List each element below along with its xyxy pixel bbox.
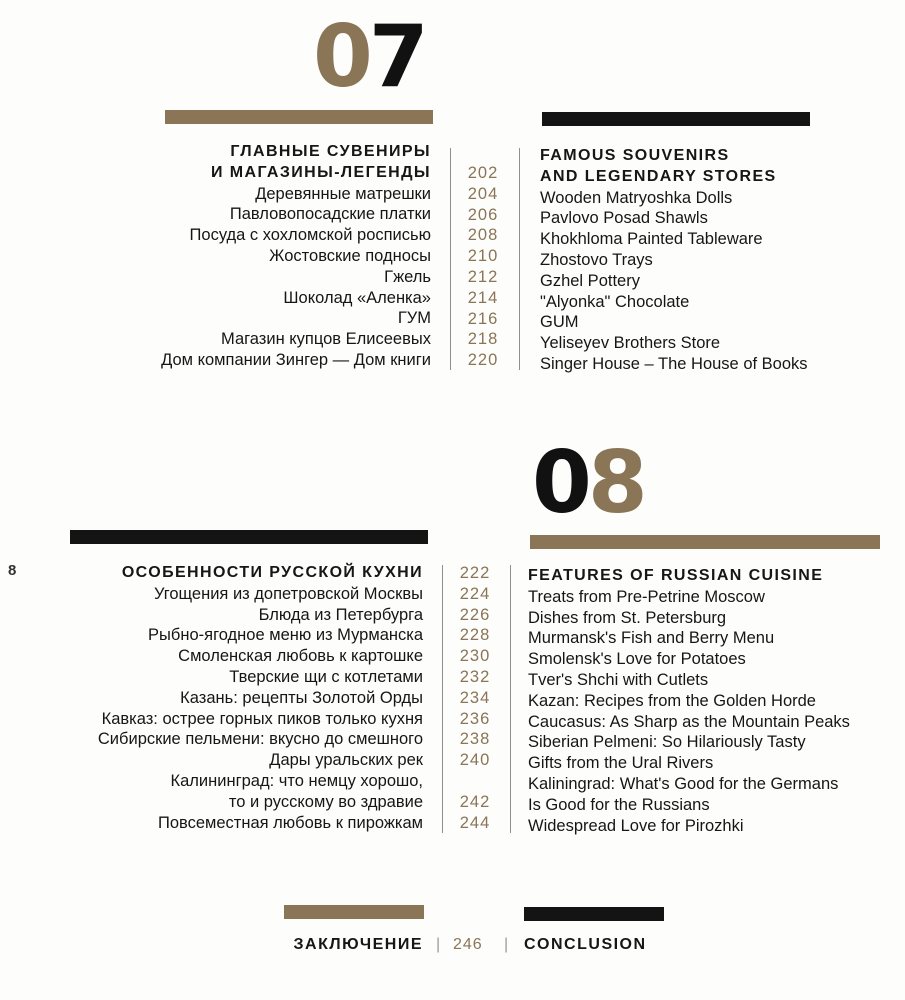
toc-entry-ru[interactable]: Повсеместная любовь к пирожкам xyxy=(157,813,423,832)
page-ref[interactable]: 216 xyxy=(467,309,499,328)
separator: | xyxy=(504,936,510,953)
ru-heading-line: И МАГАЗИНЫ-ЛЕГЕНДЫ xyxy=(211,163,431,181)
toc-entry-ru[interactable]: Дары уральских рек xyxy=(269,751,423,770)
toc-entry-en[interactable]: Yeliseyev Brothers Store xyxy=(540,334,721,353)
toc-entry-ru[interactable]: то и русскому во здравие xyxy=(228,792,423,811)
page-ref[interactable]: 218 xyxy=(467,330,499,349)
toc-entry-en[interactable]: Zhostovo Trays xyxy=(540,250,653,269)
page-ref xyxy=(447,771,503,792)
page-ref[interactable]: 244 xyxy=(459,813,491,832)
toc-entry-en[interactable]: Pavlovo Posad Shawls xyxy=(540,209,708,228)
conclusion-ru[interactable]: ЗАКЛЮЧЕНИЕ xyxy=(293,936,423,953)
toc-entry-en[interactable]: Dishes from St. Petersburg xyxy=(528,608,727,627)
section-number-digit: 7 xyxy=(368,7,425,107)
page-ref[interactable]: 214 xyxy=(467,288,499,307)
page-ref[interactable]: 206 xyxy=(467,205,499,224)
en-heading-line: AND LEGENDARY STORES xyxy=(540,167,777,185)
page-ref[interactable]: 232 xyxy=(459,667,491,686)
toc-entry-en[interactable]: Is Good for the Russians xyxy=(528,795,710,814)
page-ref[interactable]: 240 xyxy=(459,751,491,770)
page-ref[interactable]: 224 xyxy=(459,584,491,603)
toc-entry-ru[interactable]: Тверские щи с котлетами xyxy=(229,667,423,686)
gold-rule xyxy=(530,535,880,549)
toc-entry-ru[interactable]: Смоленская любовь к картошке xyxy=(178,647,423,666)
section-number-digit: 8 xyxy=(587,433,644,533)
toc-entry-ru[interactable]: Сибирские пельмени: вкусно до смешного xyxy=(97,730,423,749)
page-ref[interactable]: 202 xyxy=(467,164,499,182)
page-ref[interactable]: 238 xyxy=(459,730,491,749)
toc-entry-en[interactable]: Singer House – The House of Books xyxy=(540,354,808,373)
toc-entry-en[interactable]: GUM xyxy=(540,313,579,332)
toc-entry-en[interactable]: Kazan: Recipes from the Golden Horde xyxy=(528,691,816,710)
toc-entry-en[interactable]: Treats from Pre-Petrine Moscow xyxy=(528,587,765,606)
page-ref[interactable]: 242 xyxy=(459,792,491,811)
toc-entry-en[interactable]: Caucasus: As Sharp as the Mountain Peaks xyxy=(528,712,850,731)
en-toc-section8 xyxy=(528,566,850,836)
black-rule xyxy=(524,907,664,921)
toc-entry-ru[interactable]: Магазин купцов Елисеевых xyxy=(221,330,431,349)
toc-entry-en[interactable]: Wooden Matryoshka Dolls xyxy=(540,188,733,207)
toc-entry-en[interactable]: Khokhloma Painted Tableware xyxy=(540,230,763,249)
toc-entry-ru[interactable]: ГУМ xyxy=(397,309,431,328)
conclusion-page[interactable]: 246 xyxy=(453,936,483,953)
gold-rule xyxy=(284,905,424,919)
toc-entry-ru[interactable]: Жостовские подносы xyxy=(269,246,431,265)
section-number-08 xyxy=(532,433,644,533)
section-number-digit: 0 xyxy=(532,433,588,533)
page-ref[interactable]: 220 xyxy=(467,351,499,370)
toc-entry-ru[interactable]: Казань: рецепты Золотой Орды xyxy=(180,688,423,707)
gold-rule xyxy=(165,110,433,124)
toc-entry-en[interactable]: Siberian Pelmeni: So Hilariously Tasty xyxy=(528,733,806,752)
toc-entry-en[interactable]: Gifts from the Ural Rivers xyxy=(528,754,714,773)
divider-line xyxy=(442,565,443,833)
toc-entry-en[interactable]: Gzhel Pottery xyxy=(540,271,640,290)
en-heading: FEATURES OF RUSSIAN CUISINE xyxy=(528,567,824,584)
toc-entry-en[interactable]: Kaliningrad: What's Good for the Germans xyxy=(528,774,839,793)
page-number: 8 xyxy=(8,562,17,579)
toc-entry-ru[interactable]: Павловопосадские платки xyxy=(229,205,431,224)
toc-entry-ru[interactable]: Дом компании Зингер — Дом книги xyxy=(161,350,431,369)
page-ref[interactable]: 226 xyxy=(459,605,491,624)
ru-heading: ОСОБЕННОСТИ РУССКОЙ КУХНИ xyxy=(121,564,423,581)
toc-entry-en[interactable]: Widespread Love for Pirozhki xyxy=(528,816,744,835)
en-toc-section7 xyxy=(540,146,808,375)
toc-entry-ru[interactable]: Угощения из допетровской Москвы xyxy=(153,584,423,603)
page-ref[interactable]: 208 xyxy=(467,226,499,245)
page-ref[interactable]: 236 xyxy=(459,709,491,728)
toc-entry-ru[interactable]: Посуда с хохломской росписью xyxy=(189,226,431,245)
page-numbers-section7 xyxy=(455,163,511,371)
page-numbers-section8 xyxy=(447,563,503,833)
black-rule xyxy=(542,112,810,126)
toc-entry-ru[interactable]: Калининград: что немцу хорошо, xyxy=(170,771,423,790)
en-heading-line: FAMOUS SOUVENIRS xyxy=(540,147,730,164)
page-ref[interactable]: 210 xyxy=(467,247,499,266)
ru-toc-section7 xyxy=(161,142,431,371)
black-rule xyxy=(70,530,428,544)
divider-line xyxy=(510,565,511,833)
toc-entry-ru[interactable]: Кавказ: острее горных пиков только кухня xyxy=(101,709,423,728)
toc-entry-en[interactable]: Murmansk's Fish and Berry Menu xyxy=(528,629,775,648)
toc-entry-en[interactable]: Tver's Shchi with Cutlets xyxy=(528,670,709,689)
toc-entry-en[interactable]: Smolensk's Love for Potatoes xyxy=(528,650,746,669)
divider-line xyxy=(519,148,520,370)
ru-toc-section8 xyxy=(98,563,423,833)
page-ref[interactable]: 222 xyxy=(459,564,491,582)
toc-entry-ru[interactable]: Гжель xyxy=(384,267,431,286)
separator: | xyxy=(436,936,442,953)
page-ref[interactable]: 230 xyxy=(459,647,491,666)
conclusion-en[interactable]: CONCLUSION xyxy=(524,936,647,953)
page-ref[interactable]: 212 xyxy=(467,267,499,286)
toc-entry-ru[interactable]: Деревянные матрешки xyxy=(255,184,431,203)
toc-entry-ru[interactable]: Рыбно-ягодное меню из Мурманска xyxy=(148,626,423,645)
toc-entry-ru[interactable]: Блюда из Петербурга xyxy=(258,605,423,624)
page-ref[interactable]: 234 xyxy=(459,688,491,707)
section-number-digit: 0 xyxy=(313,7,369,107)
ru-heading-line: ГЛАВНЫЕ СУВЕНИРЫ xyxy=(230,143,431,160)
section-number-07 xyxy=(313,7,425,107)
page-ref[interactable]: 204 xyxy=(467,184,499,203)
page-ref[interactable]: 228 xyxy=(459,626,491,645)
divider-line xyxy=(450,148,451,370)
toc-entry-en[interactable]: "Alyonka" Chocolate xyxy=(540,292,690,311)
toc-entry-ru[interactable]: Шоколад «Аленка» xyxy=(283,288,431,307)
